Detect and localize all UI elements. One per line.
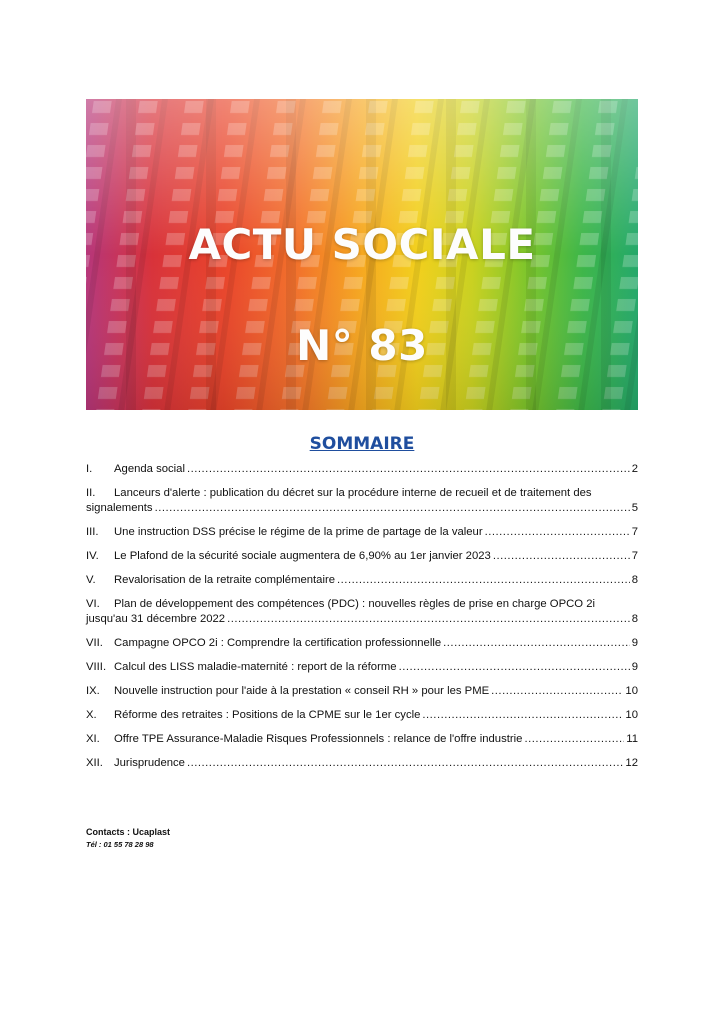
toc-leader-dots [399, 660, 630, 675]
toc-leader-dots [485, 525, 630, 540]
toc-leader-dots [227, 612, 630, 627]
toc-leader-dots [443, 636, 630, 651]
toc-item[interactable] [86, 573, 638, 588]
toc-item[interactable] [86, 462, 638, 477]
banner-title: ACTU SOCIALE [188, 220, 536, 269]
toc-item-number: V. [86, 574, 96, 586]
toc-item-label: Calcul des LISS maladie-maternité : report de la réforme [114, 661, 397, 673]
toc-item-page: 9 [631, 637, 638, 649]
toc-leader-dots [155, 501, 630, 516]
table-of-contents [86, 462, 638, 780]
toc-item-label-continued: signalements [86, 502, 153, 514]
toc-leader-dots [187, 756, 623, 771]
toc-item[interactable] [86, 525, 638, 540]
toc-item-page: 10 [625, 709, 638, 721]
toc-item-number: VII. [86, 637, 103, 649]
toc-item-label: Campagne OPCO 2i : Comprendre la certification professionnelle [114, 637, 442, 649]
toc-leader-dots [337, 573, 630, 588]
toc-item-number: VIII. [86, 661, 107, 673]
toc-item-number: I. [86, 463, 93, 475]
toc-leader-dots [493, 549, 630, 564]
toc-leader-dots [491, 684, 623, 699]
toc-leader-dots [422, 708, 623, 723]
contacts-label: Contacts : Ucaplast [86, 827, 171, 837]
toc-item[interactable] [86, 708, 638, 723]
toc-item-page: 11 [626, 733, 638, 745]
toc-item-page: 10 [625, 685, 638, 697]
toc-item[interactable] [86, 486, 638, 516]
toc-item-number: III. [86, 526, 99, 538]
toc-item-page: 7 [631, 550, 638, 562]
toc-item-label: Nouvelle instruction pour l'aide à la prestation « conseil RH » pour les PME [114, 685, 490, 697]
toc-item-number: XII. [86, 757, 103, 769]
toc-item-page: 7 [631, 526, 638, 538]
toc-item-label: Réforme des retraites : Positions de la CPME sur le 1er cycle [114, 709, 421, 721]
toc-leader-dots [524, 732, 624, 747]
toc-item-label: Plan de développement des compétences (PDC) : nouvelles règles de prise en charge OPCO 2i [114, 598, 596, 610]
toc-item-page: 9 [631, 661, 638, 673]
toc-item-label: Offre TPE Assurance-Maladie Risques Professionnels : relance de l'offre industrie [114, 733, 523, 745]
toc-item-number: X. [86, 709, 97, 721]
toc-item-page: 5 [631, 502, 638, 514]
toc-item[interactable] [86, 597, 638, 627]
toc-item[interactable] [86, 756, 638, 771]
toc-item-label-continued: jusqu'au 31 décembre 2022 [86, 613, 226, 625]
cover-banner [86, 99, 638, 410]
contacts-phone: Tél : 01 55 78 28 98 [86, 840, 154, 849]
toc-item[interactable] [86, 684, 638, 699]
toc-item[interactable] [86, 636, 638, 651]
toc-item-label: Le Plafond de la sécurité sociale augmentera de 6,90% au 1er janvier 2023 [114, 550, 491, 562]
toc-item-label: Lanceurs d'alerte : publication du décret sur la procédure interne de recueil et de traitement des [114, 487, 592, 499]
toc-item-label: Jurisprudence [114, 757, 185, 769]
summary-heading: SOMMAIRE [309, 434, 415, 454]
toc-item-page: 8 [631, 613, 638, 625]
toc-item-number: IX. [86, 685, 100, 697]
toc-item-page: 12 [625, 757, 638, 769]
toc-item-page: 2 [631, 463, 638, 475]
toc-item[interactable] [86, 549, 638, 564]
toc-item-label: Agenda social [114, 463, 185, 475]
banner-issue-number: N° 83 [296, 321, 428, 370]
toc-item-number: IV. [86, 550, 99, 562]
toc-item[interactable] [86, 660, 638, 675]
toc-item[interactable] [86, 732, 638, 747]
toc-item-label: Une instruction DSS précise le régime de la prime de partage de la valeur [114, 526, 483, 538]
toc-item-number: II. [86, 487, 96, 499]
toc-item-page: 8 [631, 574, 638, 586]
toc-item-number: XI. [86, 733, 100, 745]
toc-item-label: Revalorisation de la retraite complémentaire [114, 574, 336, 586]
toc-item-number: VI. [86, 598, 100, 610]
toc-leader-dots [187, 462, 630, 477]
